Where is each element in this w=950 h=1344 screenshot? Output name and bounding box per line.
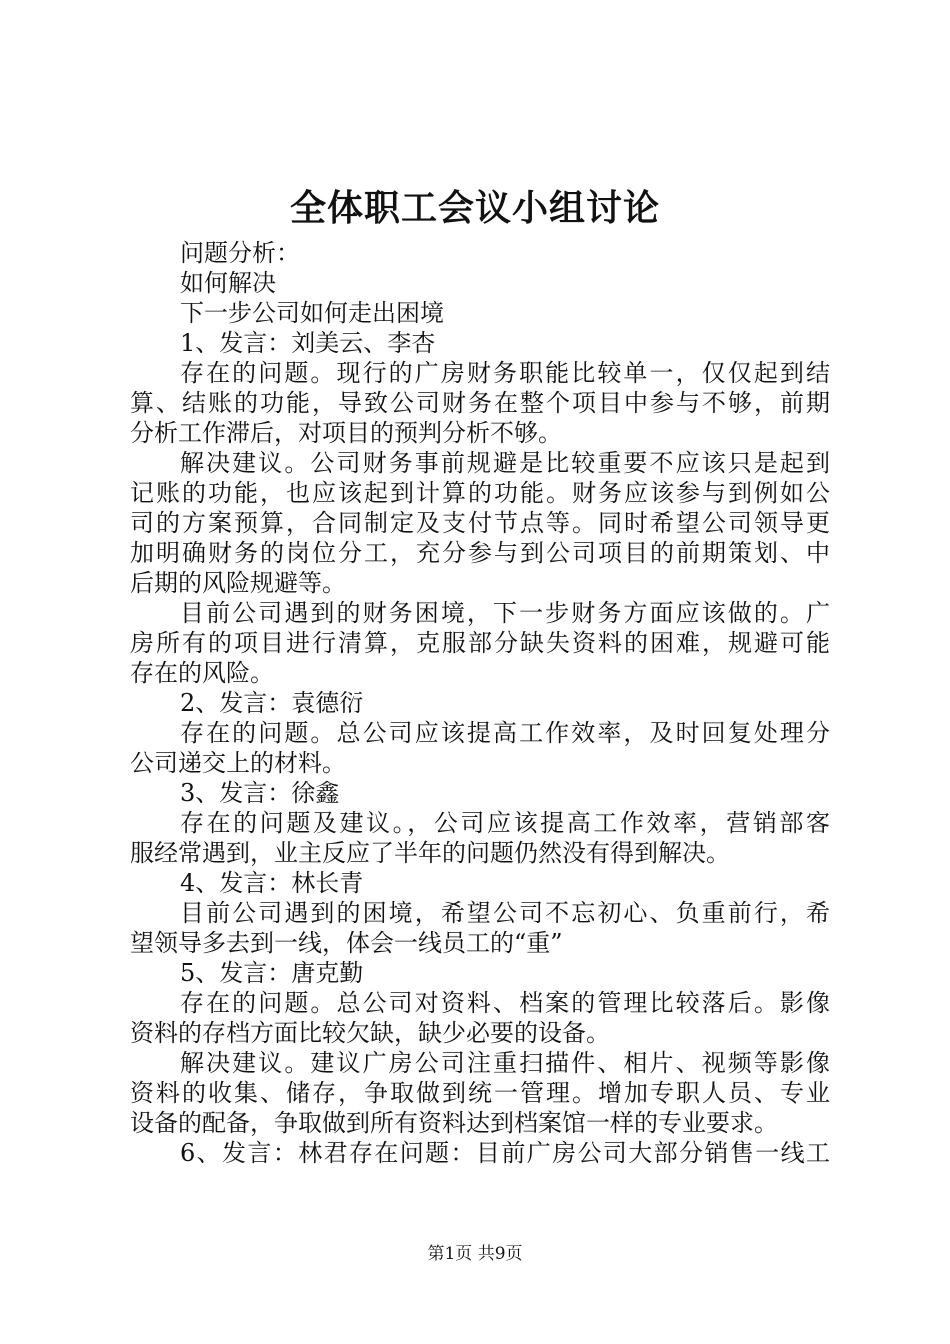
paragraph-line: 算、结账的功能，导致公司财务在整个项目中参与不够，前期 xyxy=(130,389,830,417)
paragraph-line: 目前公司遇到的困境，希望公司不忘初心、负重前行，希 xyxy=(180,899,830,927)
paragraph-line: 加明确财务的岗位分工，充分参与到公司项目的前期策划、中 xyxy=(130,539,830,567)
paragraph-line: 存在的问题及建议。，公司应该提高工作效率，营销部客 xyxy=(180,809,830,837)
speaker-heading: 4、发言：林长青 xyxy=(180,869,364,897)
paragraph-line: 设备的配备，争取做到所有资料达到档案馆一样的专业要求。 xyxy=(130,1109,778,1137)
paragraph-line: 分析工作滞后，对项目的预判分析不够。 xyxy=(130,419,562,447)
paragraph-line: 房所有的项目进行清算，克服部分缺失资料的困难，规避可能 xyxy=(130,629,830,657)
paragraph-line: 存在的风险。 xyxy=(130,659,274,687)
paragraph-line: 司的方案预算，合同制定及支付节点等。同时希望公司领导更 xyxy=(130,509,830,537)
paragraph-line: 公司递交上的材料。 xyxy=(130,749,346,777)
paragraph-line: 存在的问题。现行的广房财务职能比较单一，仅仅起到结 xyxy=(180,359,830,387)
paragraph-line: 解决建议。建议广房公司注重扫描件、相片、视频等影像 xyxy=(180,1049,830,1077)
speaker-heading: 5、发言：唐克勤 xyxy=(180,959,364,987)
paragraph-line: 后期的风险规避等。 xyxy=(130,569,346,597)
paragraph-line: 存在的问题。总公司对资料、档案的管理比较落后。影像 xyxy=(180,989,830,1017)
speaker-heading: 3、发言：徐鑫 xyxy=(180,779,340,807)
paragraph-line: 记账的功能，也应该起到计算的功能。财务应该参与到例如公 xyxy=(130,479,830,507)
speaker-heading: 6、发言：林君存在问题：目前广房公司大部分销售一线工 xyxy=(180,1139,830,1167)
paragraph-line: 下一步公司如何走出困境 xyxy=(180,299,444,327)
paragraph-line: 问题分析： xyxy=(180,239,300,267)
paragraph-line: 解决建议。公司财务事前规避是比较重要不应该只是起到 xyxy=(180,449,830,477)
paragraph-line: 如何解决 xyxy=(180,269,276,297)
speaker-heading: 2、发言：袁德衍 xyxy=(180,689,364,717)
paragraph-line: 资料的存档方面比较欠缺，缺少必要的设备。 xyxy=(130,1019,610,1047)
document-body xyxy=(130,238,830,1168)
paragraph-line: 资料的收集、储存，争取做到统一管理。增加专职人员、专业 xyxy=(130,1079,830,1107)
paragraph-line: 存在的问题。总公司应该提高工作效率，及时回复处理分 xyxy=(180,719,830,747)
speaker-heading: 1、发言：刘美云、李杏 xyxy=(180,329,436,357)
paragraph-line: 目前公司遇到的财务困境，下一步财务方面应该做的。广 xyxy=(180,599,830,627)
document-title: 全体职工会议小组讨论 xyxy=(289,187,660,229)
page-number-footer: 第1页 共9页 xyxy=(427,1244,523,1264)
paragraph-line: 望领导多去到一线，体会一线员工的“重” xyxy=(130,929,563,957)
paragraph-line: 服经常遇到，业主反应了半年的问题仍然没有得到解决。 xyxy=(130,839,730,867)
